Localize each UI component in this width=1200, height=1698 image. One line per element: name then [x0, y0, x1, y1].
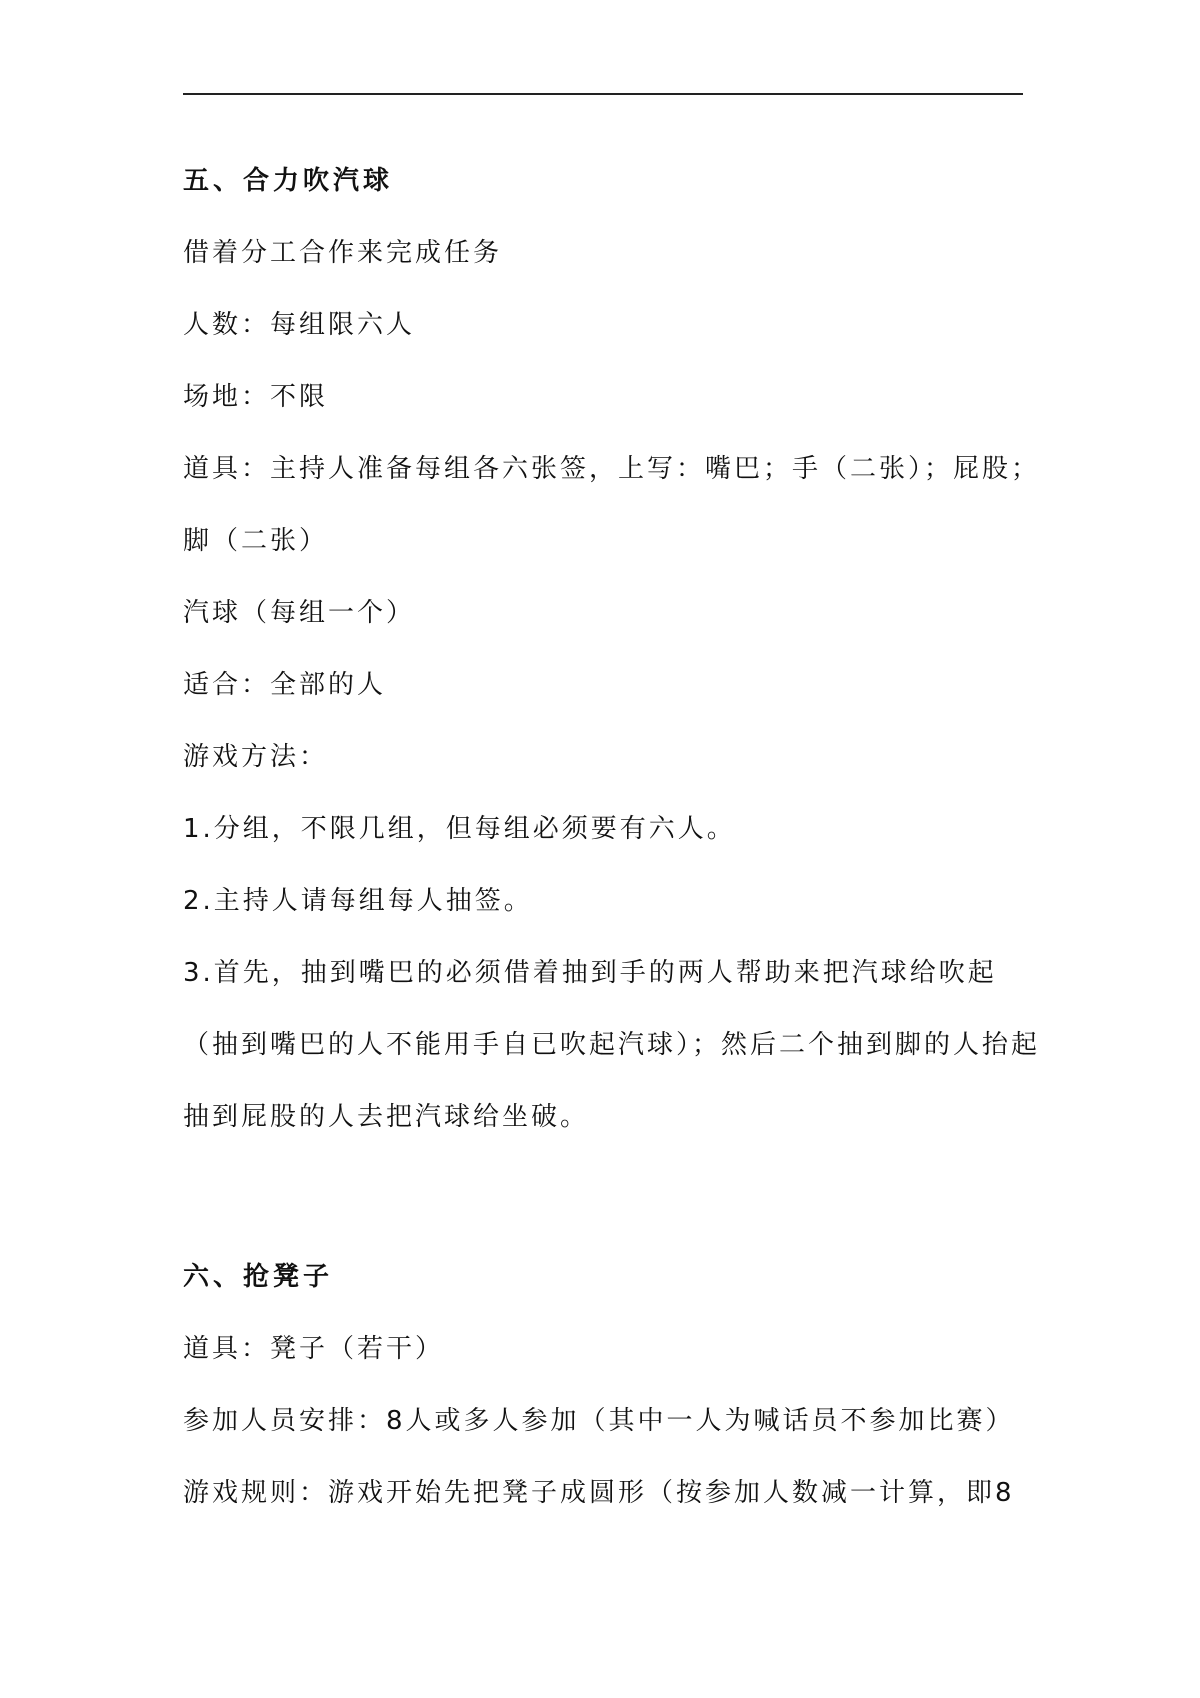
paragraph-step1: 1.分组，不限几组，但每组必须要有六人。: [183, 814, 736, 844]
paragraph-props-line3: 汽球（每组一个）: [183, 598, 416, 628]
paragraph-props-line1: 道具：主持人准备每组各六张签，上写：嘴巴；手（二张）；屁股；: [183, 454, 1041, 484]
paragraph-props-6: 道具：凳子（若干）: [183, 1334, 445, 1364]
paragraph-step3-line3: 抽到屁股的人去把汽球给坐破。: [183, 1102, 590, 1132]
paragraph-rules: 游戏规则：游戏开始先把凳子成圆形（按参加人数减一计算，即8: [183, 1478, 1015, 1508]
paragraph-method-label: 游戏方法：: [183, 742, 329, 772]
paragraph-participants: 参加人员安排：8人或多人参加（其中一人为喊话员不参加比赛）: [183, 1406, 1015, 1436]
paragraph-step3-line2: （抽到嘴巴的人不能用手自已吹起汽球）；然后二个抽到脚的人抬起: [183, 1030, 1041, 1060]
paragraph-intro: 借着分工合作来完成任务: [183, 238, 503, 268]
section-heading-5: 五、合力吹汽球: [183, 166, 394, 196]
paragraph-props-line2: 脚（二张）: [183, 526, 329, 556]
paragraph-suitable: 适合：全部的人: [183, 670, 387, 700]
paragraph-venue: 场地：不限: [183, 382, 329, 412]
header-rule: [183, 93, 1023, 95]
paragraph-step2: 2.主持人请每组每人抽签。: [183, 886, 533, 916]
paragraph-people: 人数：每组限六人: [183, 310, 416, 340]
paragraph-step3-line1: 3.首先，抽到嘴巴的必须借着抽到手的两人帮助来把汽球给吹起: [183, 958, 997, 988]
section-heading-6: 六、抢凳子: [183, 1262, 334, 1292]
